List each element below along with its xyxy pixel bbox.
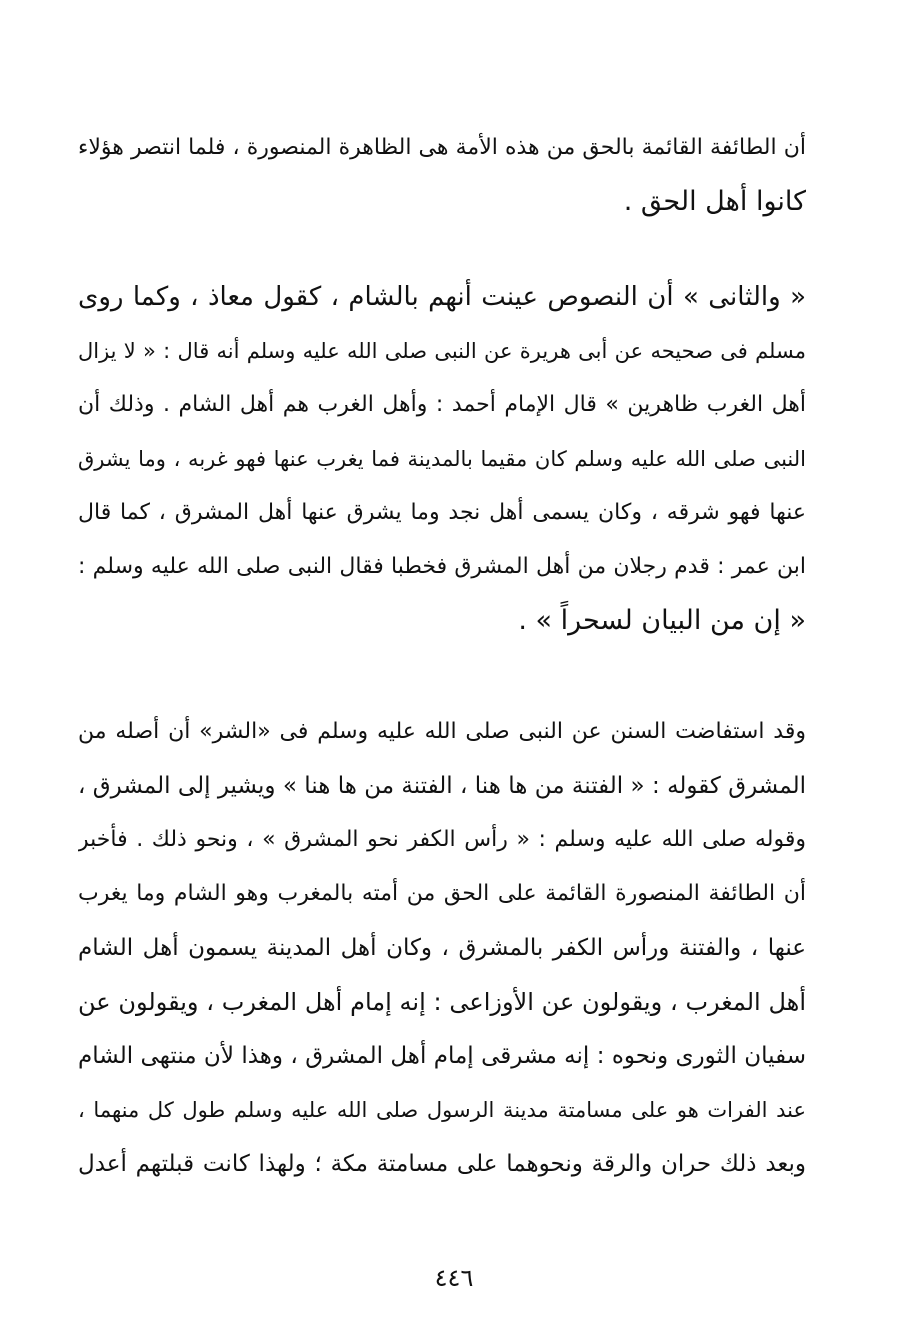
text-line: أن الطائفة المنصورة القائمة على الحق من أمته بالمغرب وهو الشام وما يغرب xyxy=(78,881,806,906)
text-line: وقوله صلى الله عليه وسلم : « رأس الكفر نحو المشرق » ، ونحو ذلك . فأخبر xyxy=(78,827,806,852)
text-line: كانوا أهل الحق . xyxy=(623,186,806,217)
text-line: عنها فهو شرقه ، وكان يسمى أهل نجد وما يشرق عنها أهل المشرق ، كما قال xyxy=(78,500,806,525)
text-line: سفيان الثورى ونحوه : إنه مشرقى إمام أهل المشرق ، وهذا لأن منتهى الشام xyxy=(78,1043,806,1069)
text-line: المشرق كقوله : « الفتنة من ها هنا ، الفتنة من ها هنا » ويشير إلى المشرق ، xyxy=(78,773,806,799)
paragraph-1 xyxy=(78,121,806,229)
page-number: ٤٤٦ xyxy=(434,1264,474,1292)
text-line: مسلم فى صحيحه عن أبى هريرة عن النبى صلى الله عليه وسلم أنه قال : « لا يزال xyxy=(78,339,806,363)
text-line: أن الطائفة القائمة بالحق من هذه الأمة هى الظاهرة المنصورة ، فلما انتصر هؤلاء xyxy=(78,135,806,160)
text-line: أهل الغرب ظاهرين » قال الإمام أحمد : وأهل الغرب هم أهل الشام . وذلك أن xyxy=(78,392,806,417)
text-line: « إن من البيان لسحراً » . xyxy=(518,605,806,636)
paragraph-3 xyxy=(78,705,806,1191)
text-line: وقد استفاضت السنن عن النبى صلى الله عليه وسلم فى «الشر» أن أصله من xyxy=(78,719,806,744)
text-line: عند الفرات هو على مسامتة مدينة الرسول صلى الله عليه وسلم طول كل منهما ، xyxy=(78,1098,806,1122)
paragraph-2 xyxy=(78,270,806,648)
text-line: « والثانى » أن النصوص عينت أنهم بالشام ، كقول معاذ ، وكما روى xyxy=(78,282,806,312)
text-line: عنها ، والفتنة ورأس الكفر بالمشرق ، وكان أهل المدينة يسمون أهل الشام xyxy=(78,935,806,961)
text-line: أهل المغرب ، ويقولون عن الأوزاعى : إنه إمام أهل المغرب ، ويقولون عن xyxy=(78,988,806,1016)
text-line: النبى صلى الله عليه وسلم كان مقيما بالمدينة فما يغرب عنها فهو غربه ، وما يشرق xyxy=(78,447,806,471)
text-line: وبعد ذلك حران والرقة ونحوهما على مسامتة مكة ؛ ولهذا كانت قبلتهم أعدل xyxy=(78,1151,806,1177)
text-line: ابن عمر : قدم رجلان من أهل المشرق فخطبا فقال النبى صلى الله عليه وسلم : xyxy=(78,554,806,579)
